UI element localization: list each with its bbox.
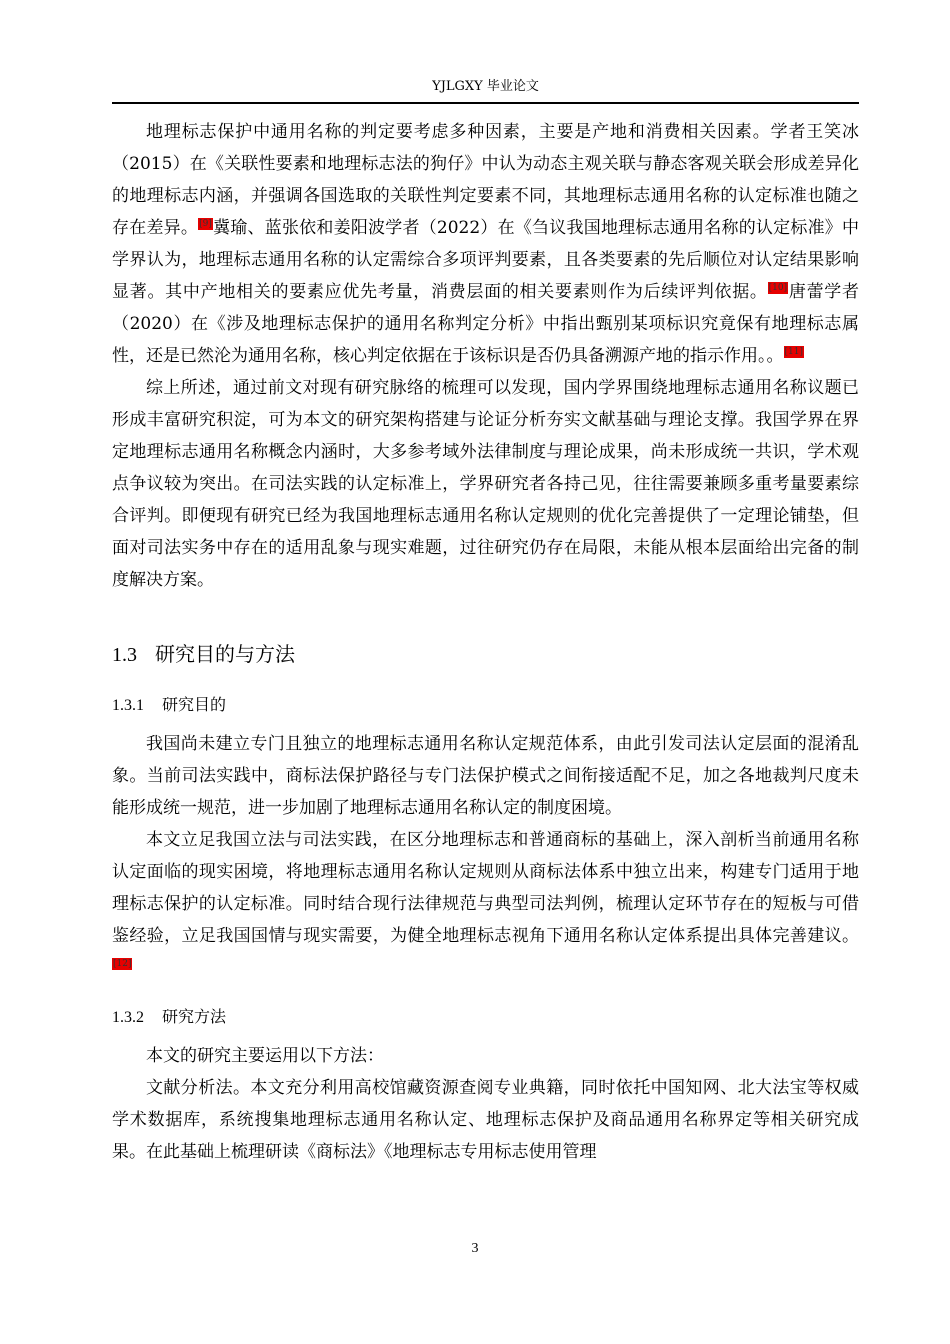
page-header — [112, 76, 859, 104]
page-number: 3 — [471, 1241, 479, 1256]
section-heading — [112, 632, 859, 676]
paragraph-purpose-2 — [112, 824, 859, 984]
citation-marker[interactable]: [9] — [199, 219, 212, 230]
subsection-heading — [112, 682, 859, 728]
paragraph-method-intro: 本文的研究主要运用以下方法： — [146, 1046, 384, 1066]
section-title: 研究目的与方法 — [155, 642, 295, 666]
header-title: YJLGXY 毕业论文 — [432, 79, 539, 94]
paragraph-text: 地理标志保护中通用名称的判定要考虑多种因素，主要是产地和消费相关因素。学者王笑冰（2015）在《关联性要素和地理标志法的狗仔》中认为动态主观关联与静态客观关联会形成差异化的地理标志内涵，并强调各国选取的关联性判定要素不同，其地理标志通用名称的认定标准也随之存在差异。 — [112, 122, 859, 238]
citation-marker[interactable]: [11] — [784, 347, 803, 358]
paragraph-text: 冀瑜、蓝张依和姜阳波学者（2022）在《刍议我国地理标志通用名称的认定标准》中学界认为，地理标志通用名称的认定需综合多项评判要素，且各类要素的先后顺位对认定结果影响显著。其中产地相关的要素应优先考量，消费层面的相关要素则作为后续评判依据。 — [112, 218, 860, 302]
paragraph-method-literature: 文献分析法。本文充分利用高校馆藏资源查阅专业典籍，同时依托中国知网、北大法宝等权威学术数据库，系统搜集地理标志通用名称认定、地理标志保护及商品通用名称界定等相关研究成果。在此基础上梳理研读《商标法》《地理标志专用标志使用管理 — [112, 1078, 859, 1162]
paragraph-purpose-1: 我国尚未建立专门且独立的地理标志通用名称认定规范体系，由此引发司法认定层面的混淆乱象。当前司法实践中，商标法保护路径与专门法保护模式之间衔接适配不足，加之各地裁判尺度未能形成统一规范，进一步加剧了地理标志通用名称认定的制度困境。 — [112, 734, 859, 818]
paragraph-summary: 综上所述，通过前文对现有研究脉络的梳理可以发现，国内学界围绕地理标志通用名称议题已形成丰富研究积淀，可为本文的研究架构搭建与论证分析夯实文献基础与理论支撑。我国学界在界定地理标志通用名称概念内涵时，大多参考域外法律制度与理论成果，尚未形成统一共识，学术观点争议较为突出。在司法实践的认定标准上，学界研究者各持己见，往往需要兼顾多重考量要素综合评判。即便现有研究已经为我国地理标志通用名称认定规则的优化完善提供了一定理论铺垫，但面对司法实务中存在的适用乱象与现实难题，过往研究仍存在局限，未能从根本层面给出完备的制度解决方案。 — [112, 378, 859, 590]
page-body — [112, 116, 859, 1168]
citation-marker[interactable]: [10] — [768, 283, 788, 294]
subsection-title: 研究方法 — [162, 1007, 227, 1026]
subsection-number: 1.3.2 — [112, 1009, 144, 1026]
section-number: 1.3 — [112, 644, 137, 666]
subsection-title: 研究目的 — [162, 695, 227, 714]
subsection-number: 1.3.1 — [112, 697, 144, 714]
subsection-heading — [112, 994, 859, 1040]
citation-marker[interactable]: [12] — [113, 959, 132, 970]
paragraph-text: 唐蕾学者（2020）在《涉及地理标志保护的通用名称判定分析》中指出甄别某项标识究竟保有地理标志属性，还是已然沦为通用名称，核心判定依据在于该标识是否仍具备溯源产地的指示作用。。 — [112, 282, 860, 366]
paragraph-text: 本文立足我国立法与司法实践，在区分地理标志和普通商标的基础上，深入剖析当前通用名称认定面临的现实困境，将地理标志通用名称认定规则从商标法体系中独立出来，构建专门适用于地理标志保护的认定标准。同时结合现行法律规范与典型司法判例，梳理认定环节存在的短板与可借鉴经验，立足我国国情与现实需要，为健全地理标志视角下通用名称认定体系提出具体完善建议。 — [112, 830, 859, 946]
paragraph-literature-views — [112, 116, 859, 372]
